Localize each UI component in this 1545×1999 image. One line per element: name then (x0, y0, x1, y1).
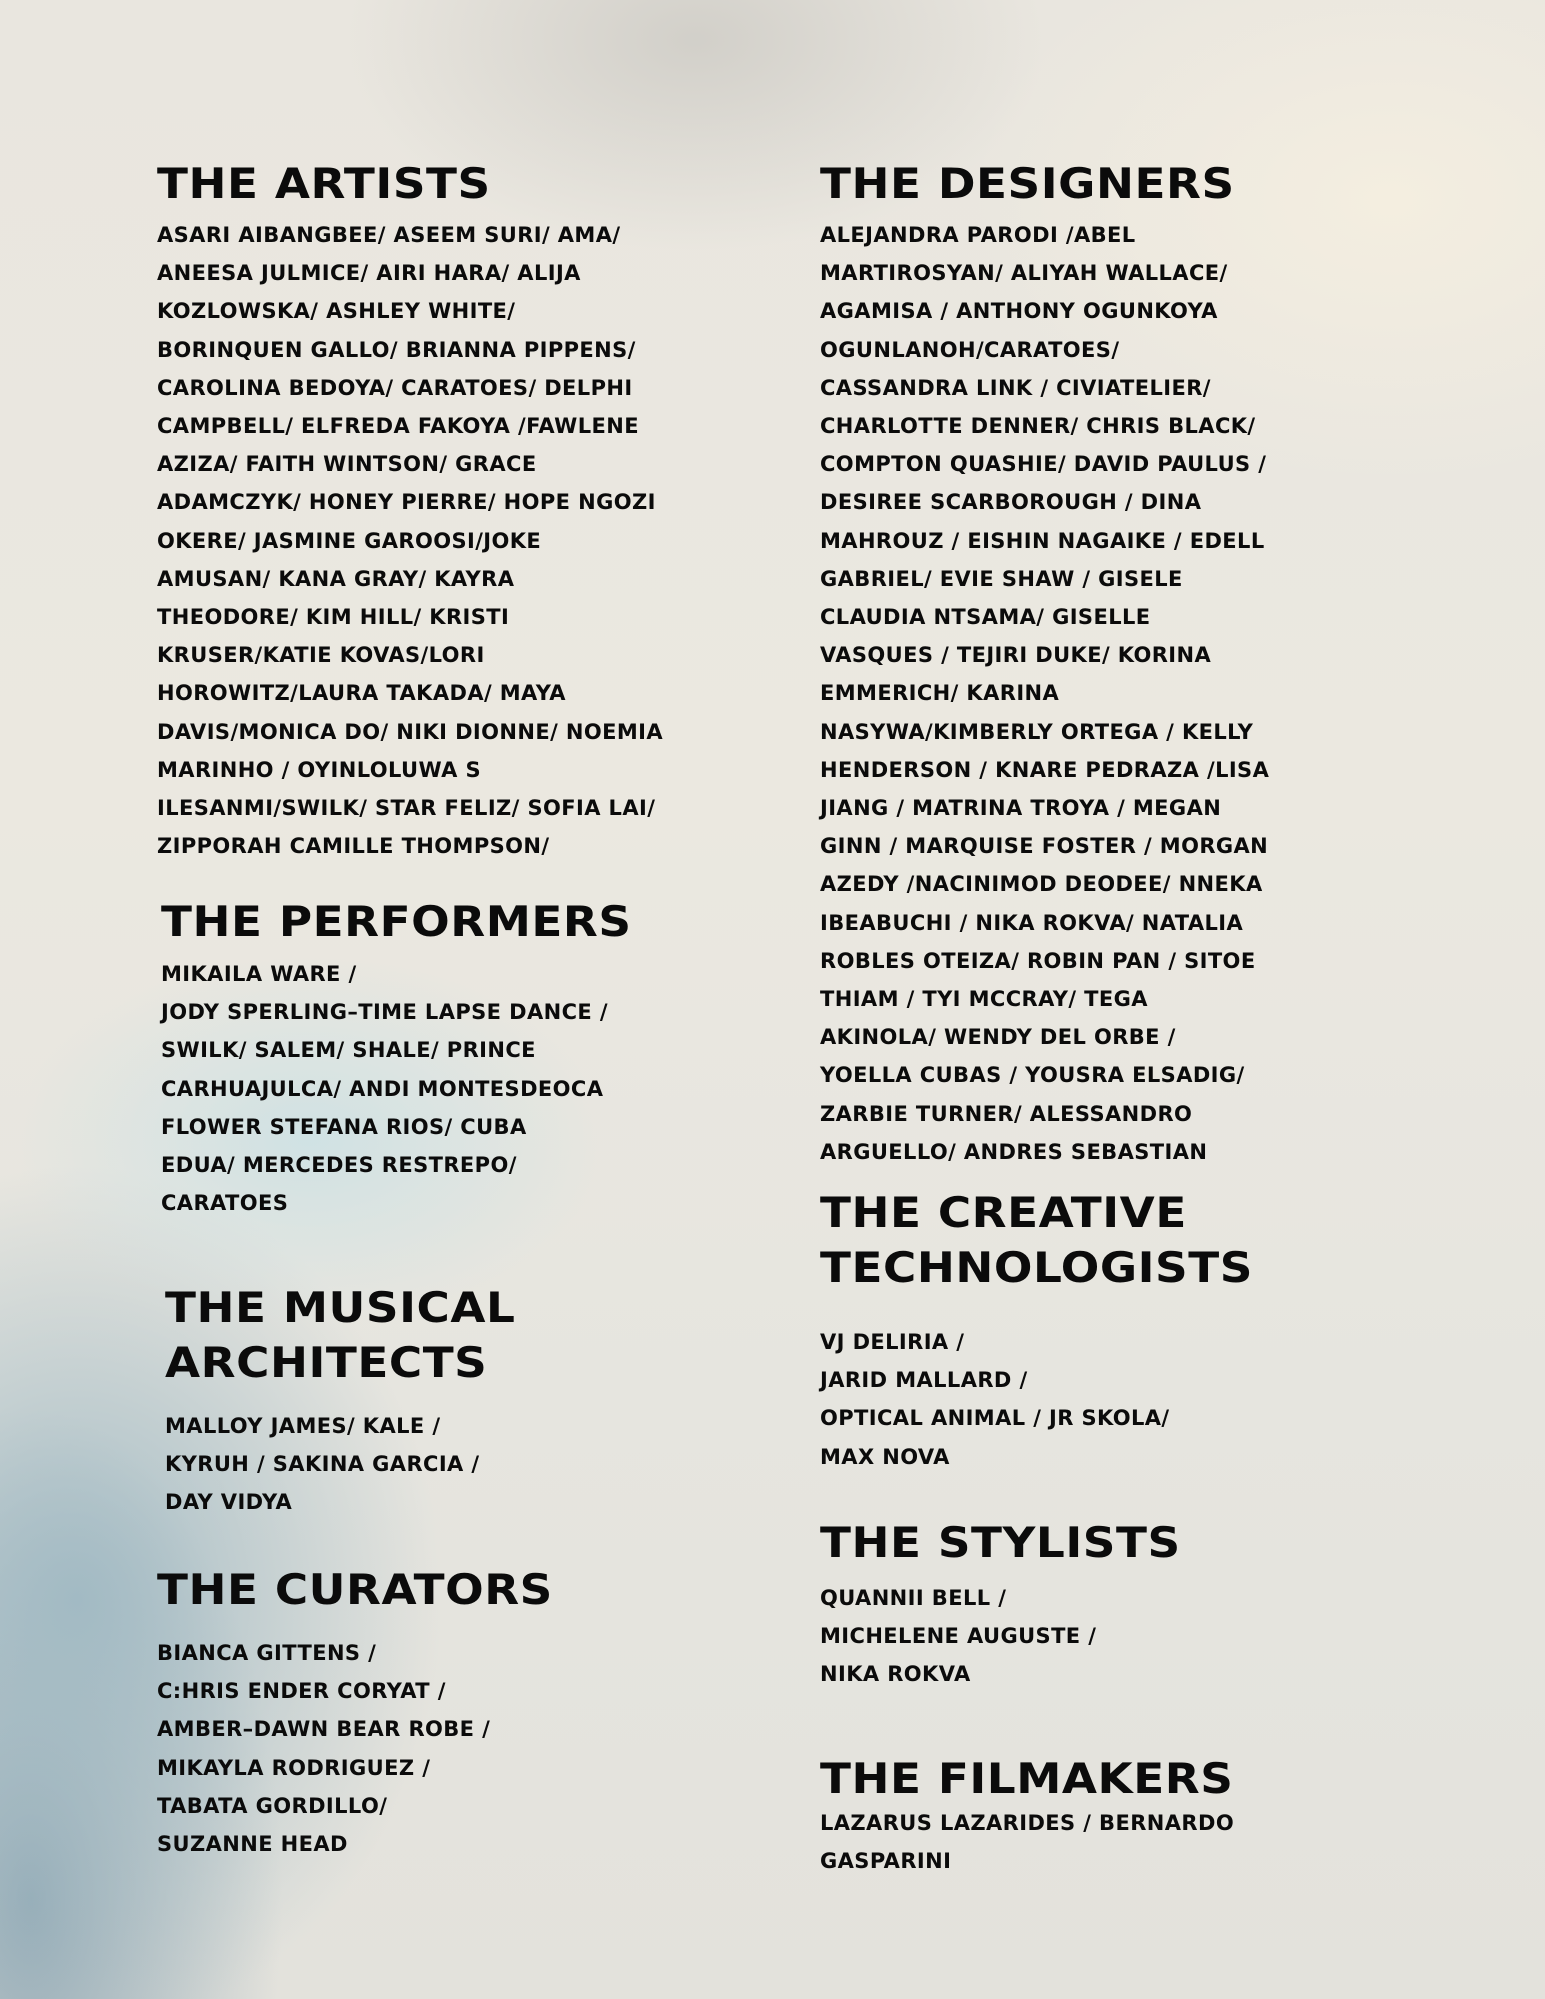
name-line: BORINQUEN GALLO/ BRIANNA PIPPENS/ (157, 337, 636, 362)
name-line: MARTIROSYAN/ ALIYAH WALLACE/ (820, 261, 1228, 286)
name-line: AMBER–DAWN BEAR ROBE / (157, 1717, 491, 1742)
name-line: ADAMCZYK/ HONEY PIERRE/ HOPE NGOZI (157, 490, 656, 515)
name-line: ANEESA JULMICE/ AIRI HARA/ ALIJA (157, 261, 581, 286)
name-line: QUANNII BELL / (820, 1586, 1007, 1610)
name-line: ZIPPORAH CAMILLE THOMPSON/ (157, 834, 550, 859)
filmakers-section (820, 1751, 1234, 1880)
designers-heading: THE DESIGNERS (820, 159, 1235, 208)
musical-architects-heading (165, 1280, 515, 1390)
name-line: ALEJANDRA PARODI /ABEL (820, 223, 1136, 247)
name-line: MIKAYLA RODRIGUEZ / (157, 1755, 431, 1780)
filmakers-heading: THE FILMAKERS (820, 1754, 1234, 1803)
name-line: OGUNLANOH/CARATOES/ (820, 337, 1120, 362)
name-line: KYRUH / SAKINA GARCIA / (165, 1452, 480, 1477)
name-line: MARINHO / OYINLOLUWA S (157, 757, 482, 782)
name-line: CHARLOTTE DENNER/ CHRIS BLACK/ (820, 414, 1256, 439)
musical-architects-list (165, 1407, 489, 1522)
name-line: JARID MALLARD / (820, 1368, 1028, 1393)
heading-line: TECHNOLOGISTS (820, 1243, 1253, 1292)
name-line: IBEABUCHI / NIKA ROKVA/ NATALIA (820, 910, 1244, 935)
name-line: THEODORE/ KIM HILL/ KRISTI (157, 605, 510, 630)
stylists-list (820, 1579, 1154, 1694)
name-line: GASPARINI (820, 1849, 952, 1874)
name-line: MAHROUZ / EISHIN NAGAIKE / EDELL (820, 528, 1265, 553)
creative-technologists-heading (820, 1185, 1253, 1295)
name-line: TABATA GORDILLO/ (157, 1793, 388, 1818)
name-line: JIANG / MATRINA TROYA / MEGAN (820, 796, 1222, 821)
name-line: CLAUDIA NTSAMA/ GISELLE (820, 605, 1151, 630)
designers-section (820, 156, 1269, 1171)
name-line: EMMERICH/ KARINA (820, 681, 1060, 706)
name-line: HOROWITZ/LAURA TAKADA/ MAYA (157, 681, 566, 706)
name-line: DESIREE SCARBOROUGH / DINA (820, 490, 1202, 515)
artists-section (157, 156, 663, 865)
name-line: AMUSAN/ KANA GRAY/ KAYRA (157, 566, 515, 591)
name-line: NIKA ROKVA (820, 1662, 971, 1687)
name-line: MAX NOVA (820, 1444, 950, 1469)
name-line: LAZARUS LAZARIDES / BERNARDO (820, 1811, 1235, 1835)
performers-section (161, 894, 632, 1222)
name-line: THIAM / TYI MCCRAY/ TEGA (820, 987, 1148, 1012)
name-line: MALLOY JAMES/ KALE / (165, 1414, 441, 1438)
name-line: YOELLA CUBAS / YOUSRA ELSADIG/ (820, 1063, 1245, 1088)
name-line: JODY SPERLING–TIME LAPSE DANCE / (161, 1000, 608, 1025)
name-line: OKERE/ JASMINE GAROOSI/JOKE (157, 528, 542, 553)
creative-technologists-section (820, 1185, 1253, 1476)
name-line: ZARBIE TURNER/ ALESSANDRO (820, 1101, 1193, 1126)
heading-line: THE CREATIVE (820, 1188, 1187, 1237)
name-line: AZEDY /NACINIMOD DEODEE/ NNEKA (820, 872, 1263, 897)
name-line: C:HRIS ENDER CORYAT / (157, 1679, 446, 1704)
name-line: BIANCA GITTENS / (157, 1641, 377, 1665)
musical-architects-section (165, 1280, 516, 1522)
name-line: EDUA/ MERCEDES RESTREPO/ (161, 1153, 517, 1178)
creative-technologists-list (820, 1323, 1221, 1476)
name-line: GINN / MARQUISE FOSTER / MORGAN (820, 834, 1269, 859)
name-line: DAVIS/MONICA DO/ NIKI DIONNE/ NOEMIA (157, 719, 663, 744)
name-line: CARATOES (161, 1191, 289, 1216)
name-line: ASARI AIBANGBEE/ ASEEM SURI/ AMA/ (157, 223, 621, 247)
performers-list (161, 955, 608, 1222)
heading-line: THE MUSICAL (165, 1283, 516, 1332)
name-line: VJ DELIRIA / (820, 1330, 965, 1354)
name-line: MIKAILA WARE / (161, 962, 357, 986)
name-line: NASYWA/KIMBERLY ORTEGA / KELLY (820, 719, 1254, 744)
name-line: FLOWER STEFANA RIOS/ CUBA (161, 1114, 527, 1139)
name-line: HENDERSON / KNARE PEDRAZA /LISA (820, 757, 1270, 782)
artists-list (157, 216, 663, 865)
name-line: VASQUES / TEJIRI DUKE/ KORINA (820, 643, 1212, 668)
name-line: CASSANDRA LINK / CIVIATELIER/ (820, 375, 1211, 400)
heading-line: ARCHITECTS (165, 1338, 488, 1387)
name-line: CAMPBELL/ ELFREDA FAKOYA /FAWLENE (157, 414, 639, 439)
name-line: SWILK/ SALEM/ SHALE/ PRINCE (161, 1038, 536, 1063)
performers-heading: THE PERFORMERS (161, 897, 632, 946)
curators-heading: THE CURATORS (157, 1565, 553, 1614)
name-line: COMPTON QUASHIE/ DAVID PAULUS / (820, 452, 1267, 477)
stylists-section (820, 1515, 1181, 1694)
name-line: SUZANNE HEAD (157, 1832, 348, 1857)
name-line: ROBLES OTEIZA/ ROBIN PAN / SITOE (820, 948, 1256, 973)
name-line: ARGUELLO/ ANDRES SEBASTIAN (820, 1139, 1208, 1164)
name-line: CAROLINA BEDOYA/ CARATOES/ DELPHI (157, 375, 633, 400)
name-line: ILESANMI/SWILK/ STAR FELIZ/ SOFIA LAI/ (157, 796, 656, 821)
name-line: CARHUAJULCA/ ANDI MONTESDEOCA (161, 1076, 604, 1101)
designers-list (820, 216, 1269, 1171)
name-line: AGAMISA / ANTHONY OGUNKOYA (820, 299, 1218, 324)
name-line: KRUSER/KATIE KOVAS/LORI (157, 643, 485, 668)
filmakers-list (820, 1804, 1234, 1880)
name-line: KOZLOWSKA/ ASHLEY WHITE/ (157, 299, 516, 324)
name-line: DAY VIDYA (165, 1490, 293, 1515)
name-line: AKINOLA/ WENDY DEL ORBE / (820, 1025, 1176, 1050)
stylists-heading: THE STYLISTS (820, 1518, 1181, 1567)
name-line: OPTICAL ANIMAL / JR SKOLA/ (820, 1406, 1170, 1431)
curators-section (157, 1562, 553, 1863)
name-line: AZIZA/ FAITH WINTSON/ GRACE (157, 452, 537, 477)
artists-heading: THE ARTISTS (157, 159, 491, 208)
name-line: MICHELENE AUGUSTE / (820, 1624, 1097, 1649)
curators-list (157, 1634, 524, 1863)
name-line: GABRIEL/ EVIE SHAW / GISELE (820, 566, 1183, 591)
